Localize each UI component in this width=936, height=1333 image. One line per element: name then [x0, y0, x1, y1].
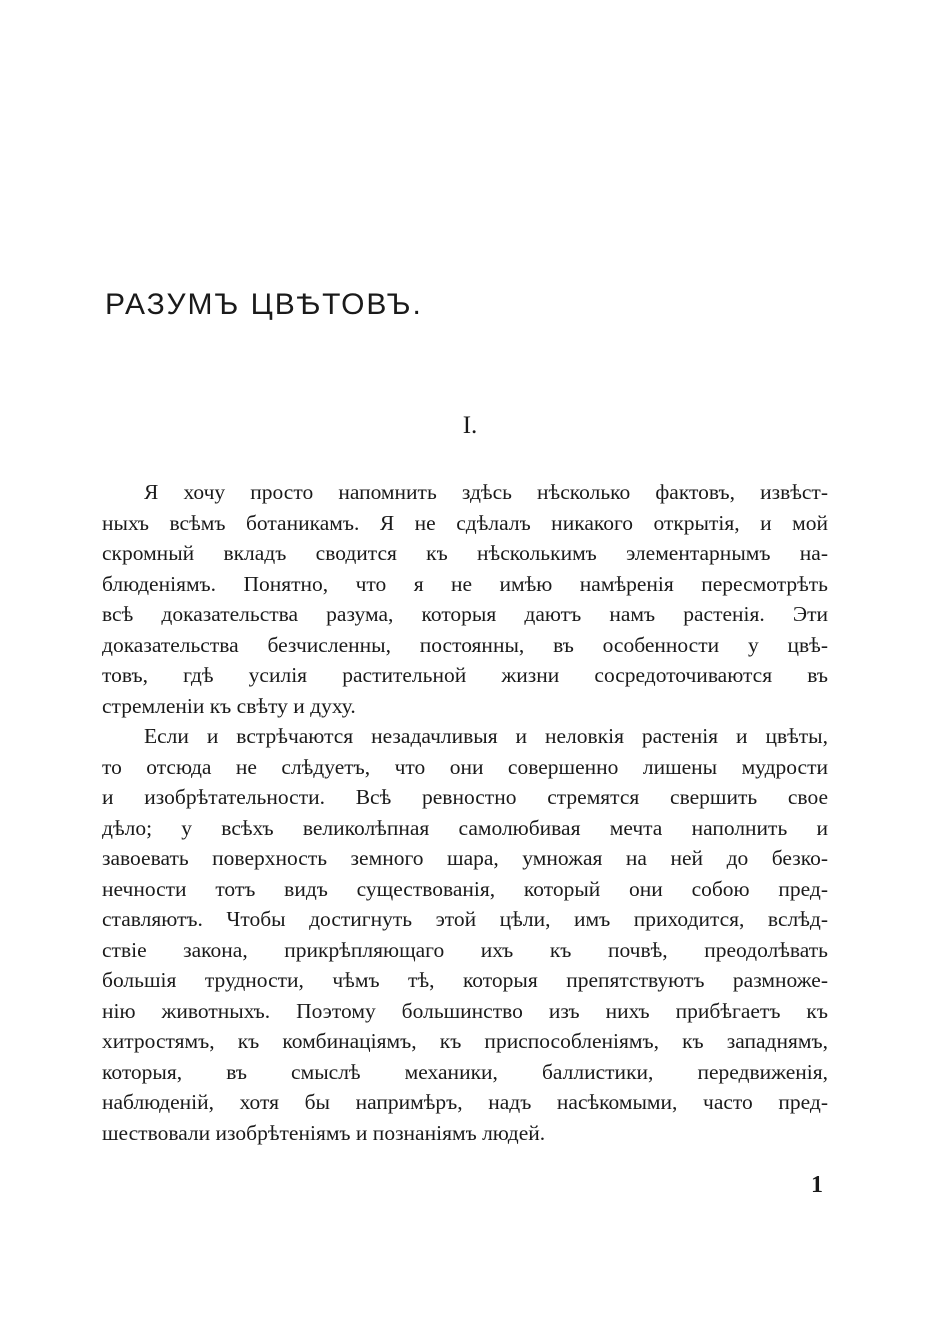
text-line: нечности тотъ видъ существованія, который они собою пред- [102, 876, 828, 901]
text-line: которыя, въ смыслѣ механики, баллистики, передвиженія, [102, 1059, 828, 1084]
text-line: большія трудности, чѣмъ тѣ, которыя препятствуютъ размноже- [102, 968, 828, 992]
page-number: 1 [811, 1172, 823, 1198]
paragraph [102, 477, 828, 721]
text-line: доказательства безчисленны, постоянны, въ особенности у цвѣ- [102, 632, 828, 657]
text-line: скромный вкладъ сводится къ нѣсколькимъ элементарнымъ на- [102, 541, 828, 565]
text-line: шествовали изобрѣтеніямъ и познаніямъ людей. [102, 1120, 546, 1145]
text-line: дѣло; у всѣхъ великолѣпная самолюбивая мечта наполнить и [102, 815, 828, 840]
chapter-number: I. [462, 412, 478, 439]
text-line: блюденіямъ. Понятно, что я не имѣю намѣренія пересмотрѣть [102, 571, 828, 596]
text-line: наблюденій, хотя бы напримѣръ, надъ насѣкомыми, часто пред- [102, 1090, 828, 1114]
text-line: всѣ доказательства разума, которыя даютъ намъ растенія. Эти [102, 602, 828, 626]
text-line: ствіе закона, прикрѣпляющаго ихъ къ почвѣ, преодолѣвать [102, 937, 828, 962]
text-line: хитростямъ, къ комбинаціямъ, къ приспособленіямъ, къ западнямъ, [102, 1029, 828, 1053]
text-line: ныхъ всѣмъ ботаникамъ. Я не сдѣлалъ никакого открытія, и мой [102, 510, 828, 535]
paragraph [102, 721, 828, 1148]
text-line: Я хочу просто напомнить здѣсь нѣсколько фактовъ, извѣст- [144, 480, 828, 504]
page-title: РАЗУМЪ ЦВѢТОВЪ. [105, 288, 423, 321]
text-line: товъ, гдѣ усилія растительной жизни сосредоточиваются въ [102, 663, 828, 687]
text-line: завоевать поверхность земного шара, умножая на ней до безко- [102, 846, 828, 870]
text-line: то отсюда не слѣдуетъ, что они совершенно лишены мудрости [102, 754, 828, 779]
text-line: Если и встрѣчаются незадачливыя и неловкія растенія и цвѣты, [144, 724, 828, 748]
body-text [102, 477, 828, 1148]
text-line: ставляютъ. Чтобы достигнуть этой цѣли, имъ приходится, вслѣд- [102, 907, 828, 931]
text-line: нію животныхъ. Поэтому большинство изъ нихъ прибѣгаетъ къ [102, 998, 828, 1023]
text-line: и изобрѣтательности. Всѣ ревностно стремятся свершить свое [102, 785, 828, 809]
text-line: стремленіи къ свѣту и духу. [102, 693, 356, 718]
